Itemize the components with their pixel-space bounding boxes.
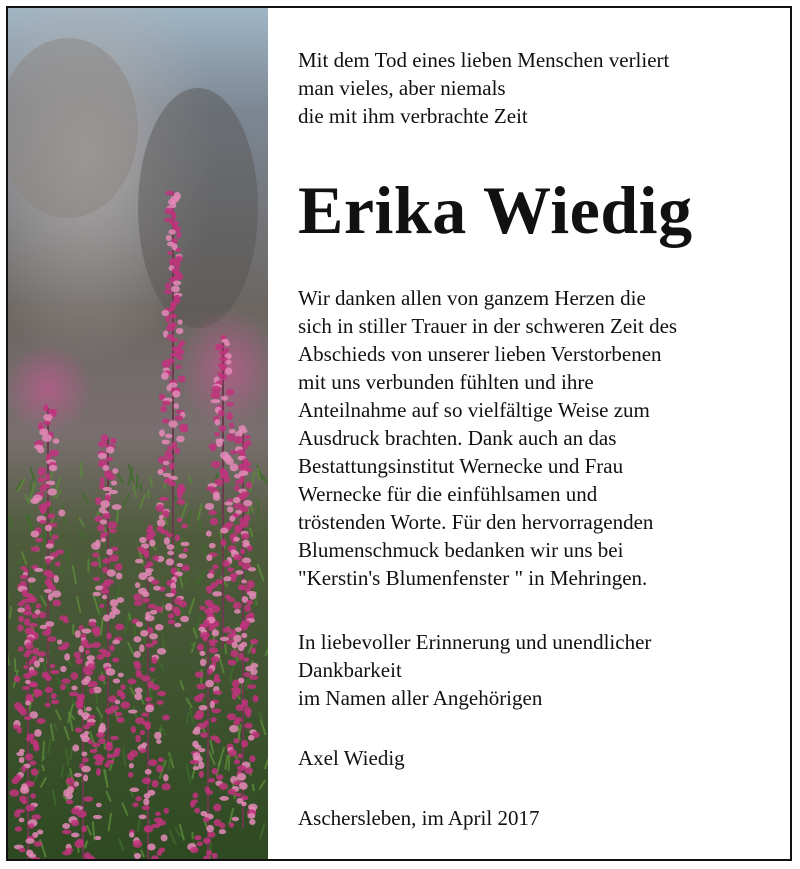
closing-line: Dankbarkeit <box>298 658 402 682</box>
thanks-line: "Kerstin's Blumenfenster " in Mehringen. <box>298 566 648 590</box>
motto <box>298 46 778 130</box>
notice-text <box>298 46 778 832</box>
closing <box>298 628 778 712</box>
heather-flowers-photo <box>8 8 268 859</box>
thanks-line: Wir danken allen von ganzem Herzen die <box>298 286 646 310</box>
closing-line: In liebevoller Erinnerung und unendlicher <box>298 630 652 654</box>
thanks-line: sich in stiller Trauer in der schweren Zeit des <box>298 314 678 338</box>
thanks-line: mit uns verbunden fühlten und ihre <box>298 370 594 394</box>
obituary-notice <box>6 6 792 861</box>
heather-photo-graphic <box>8 8 268 859</box>
deceased-name: Erika Wiedig <box>298 172 693 248</box>
thanks-line: Anteilnahme auf so vielfältige Weise zum <box>298 398 650 422</box>
place-date: Aschersleben, im April 2017 <box>298 806 540 830</box>
thanks-line: Wernecke für die einfühlsamen und <box>298 482 598 506</box>
thanks-line: Bestattungsinstitut Wernecke und Frau <box>298 454 624 478</box>
motto-line: Mit dem Tod eines lieben Menschen verliert <box>298 48 670 72</box>
signature: Axel Wiedig <box>298 746 405 770</box>
motto-line: man vieles, aber niemals <box>298 76 506 100</box>
thanks-line: Ausdruck brachten. Dank auch an das <box>298 426 617 450</box>
thanks-line: Blumenschmuck bedanken wir uns bei <box>298 538 624 562</box>
thanks-paragraph <box>298 284 778 592</box>
thanks-line: Abschieds von unserer lieben Verstorbenen <box>298 342 662 366</box>
motto-line: die mit ihm verbrachte Zeit <box>298 104 528 128</box>
closing-line: im Namen aller Angehörigen <box>298 686 543 710</box>
thanks-line: tröstenden Worte. Für den hervorragenden <box>298 510 654 534</box>
